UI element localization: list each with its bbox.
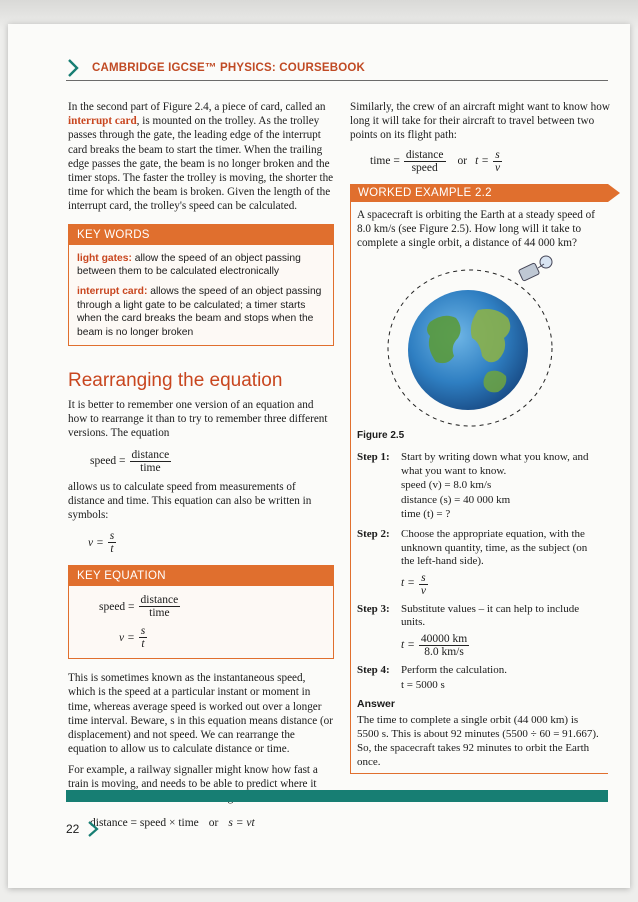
right-column [350,100,610,174]
book-title: CAMBRIDGE IGCSE™ PHYSICS: COURSEBOOK [92,62,366,74]
key-equation-words: speed = $\frac{\text{distance}}{\text{time}}$ [99,594,179,620]
step-1: Step 1: Start by writing down what you know, and what you want to know. speed (v) = 8.0 km/s distance (s) = 40 000 km time (t) = ? [357,451,589,521]
worked-example-box [350,184,608,774]
key-words-heading: KEY WORDS [69,225,333,245]
header-rule [66,80,608,81]
speed-equation: speed = $\frac{\text{distance}}{\text{time}}$ [90,448,170,474]
symbol-equation: v = $\frac{s}{t}$ [88,530,115,556]
time-equation: time = $\frac{\text{distance}}{\text{speed}}$ or t = $\frac{s}{v}$ [370,148,501,174]
key-word-interrupt-card: interrupt card: allows the speed of an object passing through a light gate to be calculated; a timer starts when the card breaks the beam and stops when the beam is no longer broken [77,286,322,338]
footer-bar [66,790,608,802]
instantaneous-speed-paragraph: This is sometimes known as the instantaneous speed, which is the speed at a particular instant or moment in time, whereas average speed is worked out over a longer time interval. Beware, s in this equation means distance (or displacement) and not speed. We can rearrange the equation to allow us to calculate distance or time. [68,672,334,756]
rearrange-paragraph: It is better to remember one version of an equation and how to rearrange it than to try to remember three different versions. The equation [68,399,328,440]
key-equation-box [68,565,334,659]
figure-caption: Figure 2.5 [357,430,405,441]
symbols-paragraph: allows us to calculate speed from measurements of distance and time. This equation can also be written in symbols: [68,480,312,522]
distance-equation: distance = speed × time or s = vt [90,817,255,830]
answer-text: The time to complete a single orbit (44 000 km) is 5500 s. This is about 92 minutes (5500 ÷ 60 = 91.667). So, the spacecraft takes 92 minutes to orbit the Earth once. [357,714,599,768]
interrupt-card-term: interrupt card [68,115,137,128]
step-4: Step 4: Perform the calculation. t = 5000 s [357,663,507,691]
earth-globe [408,290,528,410]
railway-paragraph: For example, a railway signaller might know how fast a train is moving, and needs to be able to predict where it [68,763,318,790]
worked-example-question: A spacecraft is orbiting the Earth at a steady speed of 8.0 km/s (see Figure 2.5). How long will it take to complete a single orbit, a distance of 44 000 km? [357,209,595,249]
key-equation-symbols: v = $\frac{s}{t}$ [119,625,146,651]
step-2: Step 2: Choose the appropriate equation, with the unknown quantity, time, as the subject (on the left-hand side). t = $\frac{s}{v}$ [357,527,588,597]
arrow-tab-icon [608,184,620,202]
page-number: 22 [66,820,99,838]
chevron-right-icon [66,58,80,78]
key-equation-heading: KEY EQUATION [69,566,333,586]
worked-example-heading: WORKED EXAMPLE 2.2 [350,184,608,202]
chevron-right-icon [87,820,99,838]
earth-orbit-illustration [360,252,600,428]
spacecraft-icon [518,256,552,281]
answer-label: Answer [357,698,395,711]
step-3: Step 3: Substitute values – it can help to include units. t = $\frac{40000 km}{8.0 km/s}$ [357,602,580,658]
key-words-box [68,224,334,346]
key-word-light-gates: light gates: allow the speed of an object passing between them to be calculated electronically [77,252,301,278]
aircraft-paragraph: Similarly, the crew of an aircraft might want to know how long it will take for their aircraft to travel between two points on its flight path: [350,101,610,142]
earth-orbit-figure [360,252,600,428]
section-title: Rearranging the equation [68,370,283,392]
intro-paragraph: In the second part of Figure 2.4, a piece of card, called an interrupt card, is mounted on the trolley. As the trolley passes through the gate, the leading edge of the interrupt card breaks the beam to start the timer. When the trailing edge passes the gate, the beam is no longer broken and the timer stops. The faster the trolley is moving, the shorter the time for which the beam is broken. Given the length of the interrupt card, the trolley's speed can be calculated. [68,101,334,213]
running-header [66,58,365,78]
left-column [68,100,334,829]
